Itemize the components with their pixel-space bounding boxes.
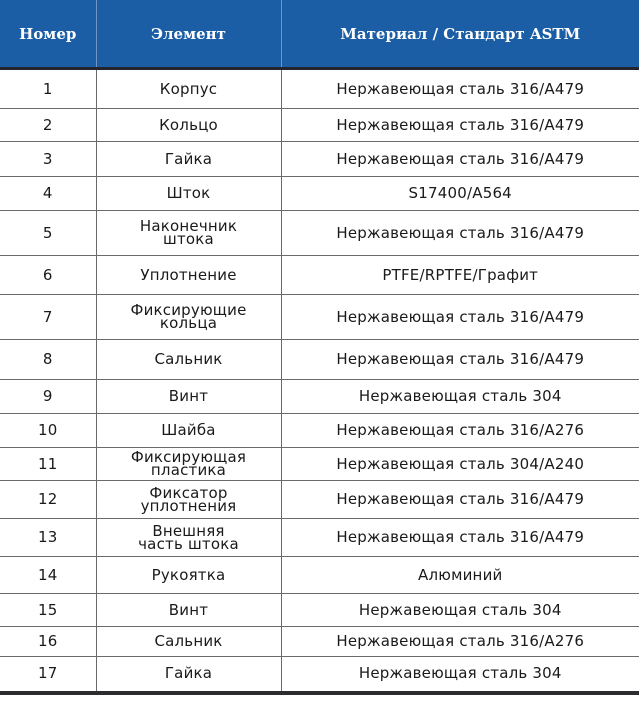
- row-material-text: Нержавеющая сталь 316/A276: [336, 632, 585, 650]
- row-element: [96, 519, 281, 557]
- row-element: [96, 414, 281, 448]
- row-element-text: Сальник: [154, 350, 223, 368]
- row-material-text: Нержавеющая сталь 316/A479: [336, 223, 585, 242]
- row-element: [96, 340, 281, 380]
- row-material-text: PTFE/RPTFE/Графит: [382, 265, 539, 284]
- row-number: [0, 340, 96, 380]
- table-row: [0, 340, 639, 380]
- row-element-text: Фиксирующая пластика: [130, 448, 247, 479]
- table-row: [0, 295, 639, 340]
- row-number: [0, 380, 96, 414]
- row-material-text: Нержавеющая сталь 316/A479: [336, 79, 585, 98]
- row-material: [281, 109, 639, 142]
- row-number: [0, 177, 96, 211]
- row-number-text: 3: [42, 149, 53, 168]
- row-material: [281, 519, 639, 557]
- row-material-text: Нержавеющая сталь 316/A479: [336, 149, 585, 168]
- row-element-text: Фиксатор уплотнения: [140, 483, 237, 515]
- row-material-text: Нержавеющая сталь 316/A479: [336, 115, 585, 134]
- table-row: [0, 627, 639, 657]
- row-element: [96, 594, 281, 627]
- row-material-text: Алюминий: [418, 565, 503, 584]
- row-material-text: Нержавеющая сталь 316/A276: [336, 421, 585, 439]
- row-element-text: Шайба: [161, 421, 216, 439]
- row-material-text: S17400/A564: [408, 184, 512, 202]
- row-element-text: Фиксирующие кольца: [130, 301, 247, 332]
- table-row: [0, 211, 639, 256]
- row-element: [96, 211, 281, 256]
- table-row: [0, 142, 639, 177]
- row-number-text: 16: [38, 632, 58, 650]
- row-material: [281, 557, 639, 594]
- row-number-text: 7: [42, 307, 53, 326]
- table-row: [0, 557, 639, 594]
- row-element: [96, 380, 281, 414]
- row-material: [281, 627, 639, 657]
- row-number-text: 14: [38, 565, 58, 584]
- row-material-text: Нержавеющая сталь 316/A479: [336, 350, 585, 368]
- row-number-text: 15: [38, 600, 58, 619]
- table-body: [0, 69, 639, 693]
- row-element-text: Винт: [168, 600, 209, 619]
- row-number: [0, 481, 96, 519]
- row-material-text: Нержавеющая сталь 304: [358, 600, 562, 619]
- row-number-text: 17: [38, 664, 58, 683]
- row-number-text: 5: [42, 223, 53, 242]
- row-element-text: Корпус: [159, 79, 218, 98]
- row-element-text: Винт: [168, 387, 209, 405]
- table-row: [0, 380, 639, 414]
- table-row: [0, 256, 639, 295]
- row-number-text: 10: [38, 421, 58, 439]
- row-element-text: Гайка: [164, 664, 213, 683]
- row-element: [96, 295, 281, 340]
- table-row: [0, 448, 639, 481]
- table-row: [0, 109, 639, 142]
- row-number: [0, 295, 96, 340]
- row-element: [96, 448, 281, 481]
- row-element-text: Кольцо: [159, 115, 218, 134]
- row-material: [281, 177, 639, 211]
- row-number-text: 2: [42, 115, 53, 134]
- row-material: [281, 414, 639, 448]
- header-element: Элемент: [96, 0, 281, 69]
- row-element-text: Сальник: [154, 632, 223, 650]
- row-number: [0, 109, 96, 142]
- row-number: [0, 69, 96, 109]
- row-material: [281, 340, 639, 380]
- table-row: [0, 519, 639, 557]
- row-number-text: 9: [42, 387, 53, 405]
- header-number: Номер: [0, 0, 96, 69]
- row-element: [96, 109, 281, 142]
- row-number-text: 1: [42, 79, 53, 98]
- row-element: [96, 657, 281, 693]
- row-number: [0, 256, 96, 295]
- row-number: [0, 519, 96, 557]
- row-number: [0, 142, 96, 177]
- row-element-text: Наконечник штока: [139, 217, 238, 248]
- row-element: [96, 256, 281, 295]
- row-material-text: Нержавеющая сталь 304: [358, 387, 562, 405]
- row-number: [0, 414, 96, 448]
- table-row: [0, 414, 639, 448]
- row-element: [96, 557, 281, 594]
- row-material: [281, 380, 639, 414]
- table-header-row: [0, 0, 639, 69]
- row-element: [96, 627, 281, 657]
- header-material: Материал / Стандарт ASTM: [281, 0, 639, 69]
- row-number: [0, 211, 96, 256]
- row-element-text: Гайка: [164, 149, 213, 168]
- row-number-text: 12: [38, 490, 58, 508]
- table-row: [0, 594, 639, 627]
- row-number: [0, 657, 96, 693]
- row-material-text: Нержавеющая сталь 316/A479: [336, 490, 585, 508]
- row-number-text: 6: [42, 265, 53, 284]
- table-row: [0, 657, 639, 693]
- row-material: [281, 295, 639, 340]
- row-number: [0, 627, 96, 657]
- row-number: [0, 557, 96, 594]
- row-material: [281, 211, 639, 256]
- row-element-text: Шток: [166, 184, 211, 202]
- row-element: [96, 177, 281, 211]
- row-element: [96, 69, 281, 109]
- row-material: [281, 448, 639, 481]
- row-element: [96, 481, 281, 519]
- row-number: [0, 594, 96, 627]
- table-row: [0, 481, 639, 519]
- row-material-text: Нержавеющая сталь 304/A240: [336, 454, 585, 473]
- row-material-text: Нержавеющая сталь 316/A479: [336, 307, 585, 326]
- row-material: [281, 69, 639, 109]
- row-element-text: Рукоятка: [151, 565, 226, 584]
- row-material: [281, 256, 639, 295]
- row-number-text: 11: [38, 454, 58, 473]
- table-row: [0, 69, 639, 109]
- row-number: [0, 448, 96, 481]
- row-element-text: Внешняя часть штока: [138, 521, 239, 553]
- row-material: [281, 657, 639, 693]
- row-material-text: Нержавеющая сталь 316/A479: [336, 528, 585, 546]
- table-row: [0, 177, 639, 211]
- row-material-text: Нержавеющая сталь 304: [358, 664, 562, 683]
- row-material: [281, 481, 639, 519]
- row-material: [281, 142, 639, 177]
- row-number-text: 8: [42, 350, 53, 368]
- row-number-text: 4: [42, 184, 53, 202]
- row-number-text: 13: [38, 528, 58, 546]
- row-element-text: Уплотнение: [140, 265, 237, 284]
- row-material: [281, 594, 639, 627]
- row-element: [96, 142, 281, 177]
